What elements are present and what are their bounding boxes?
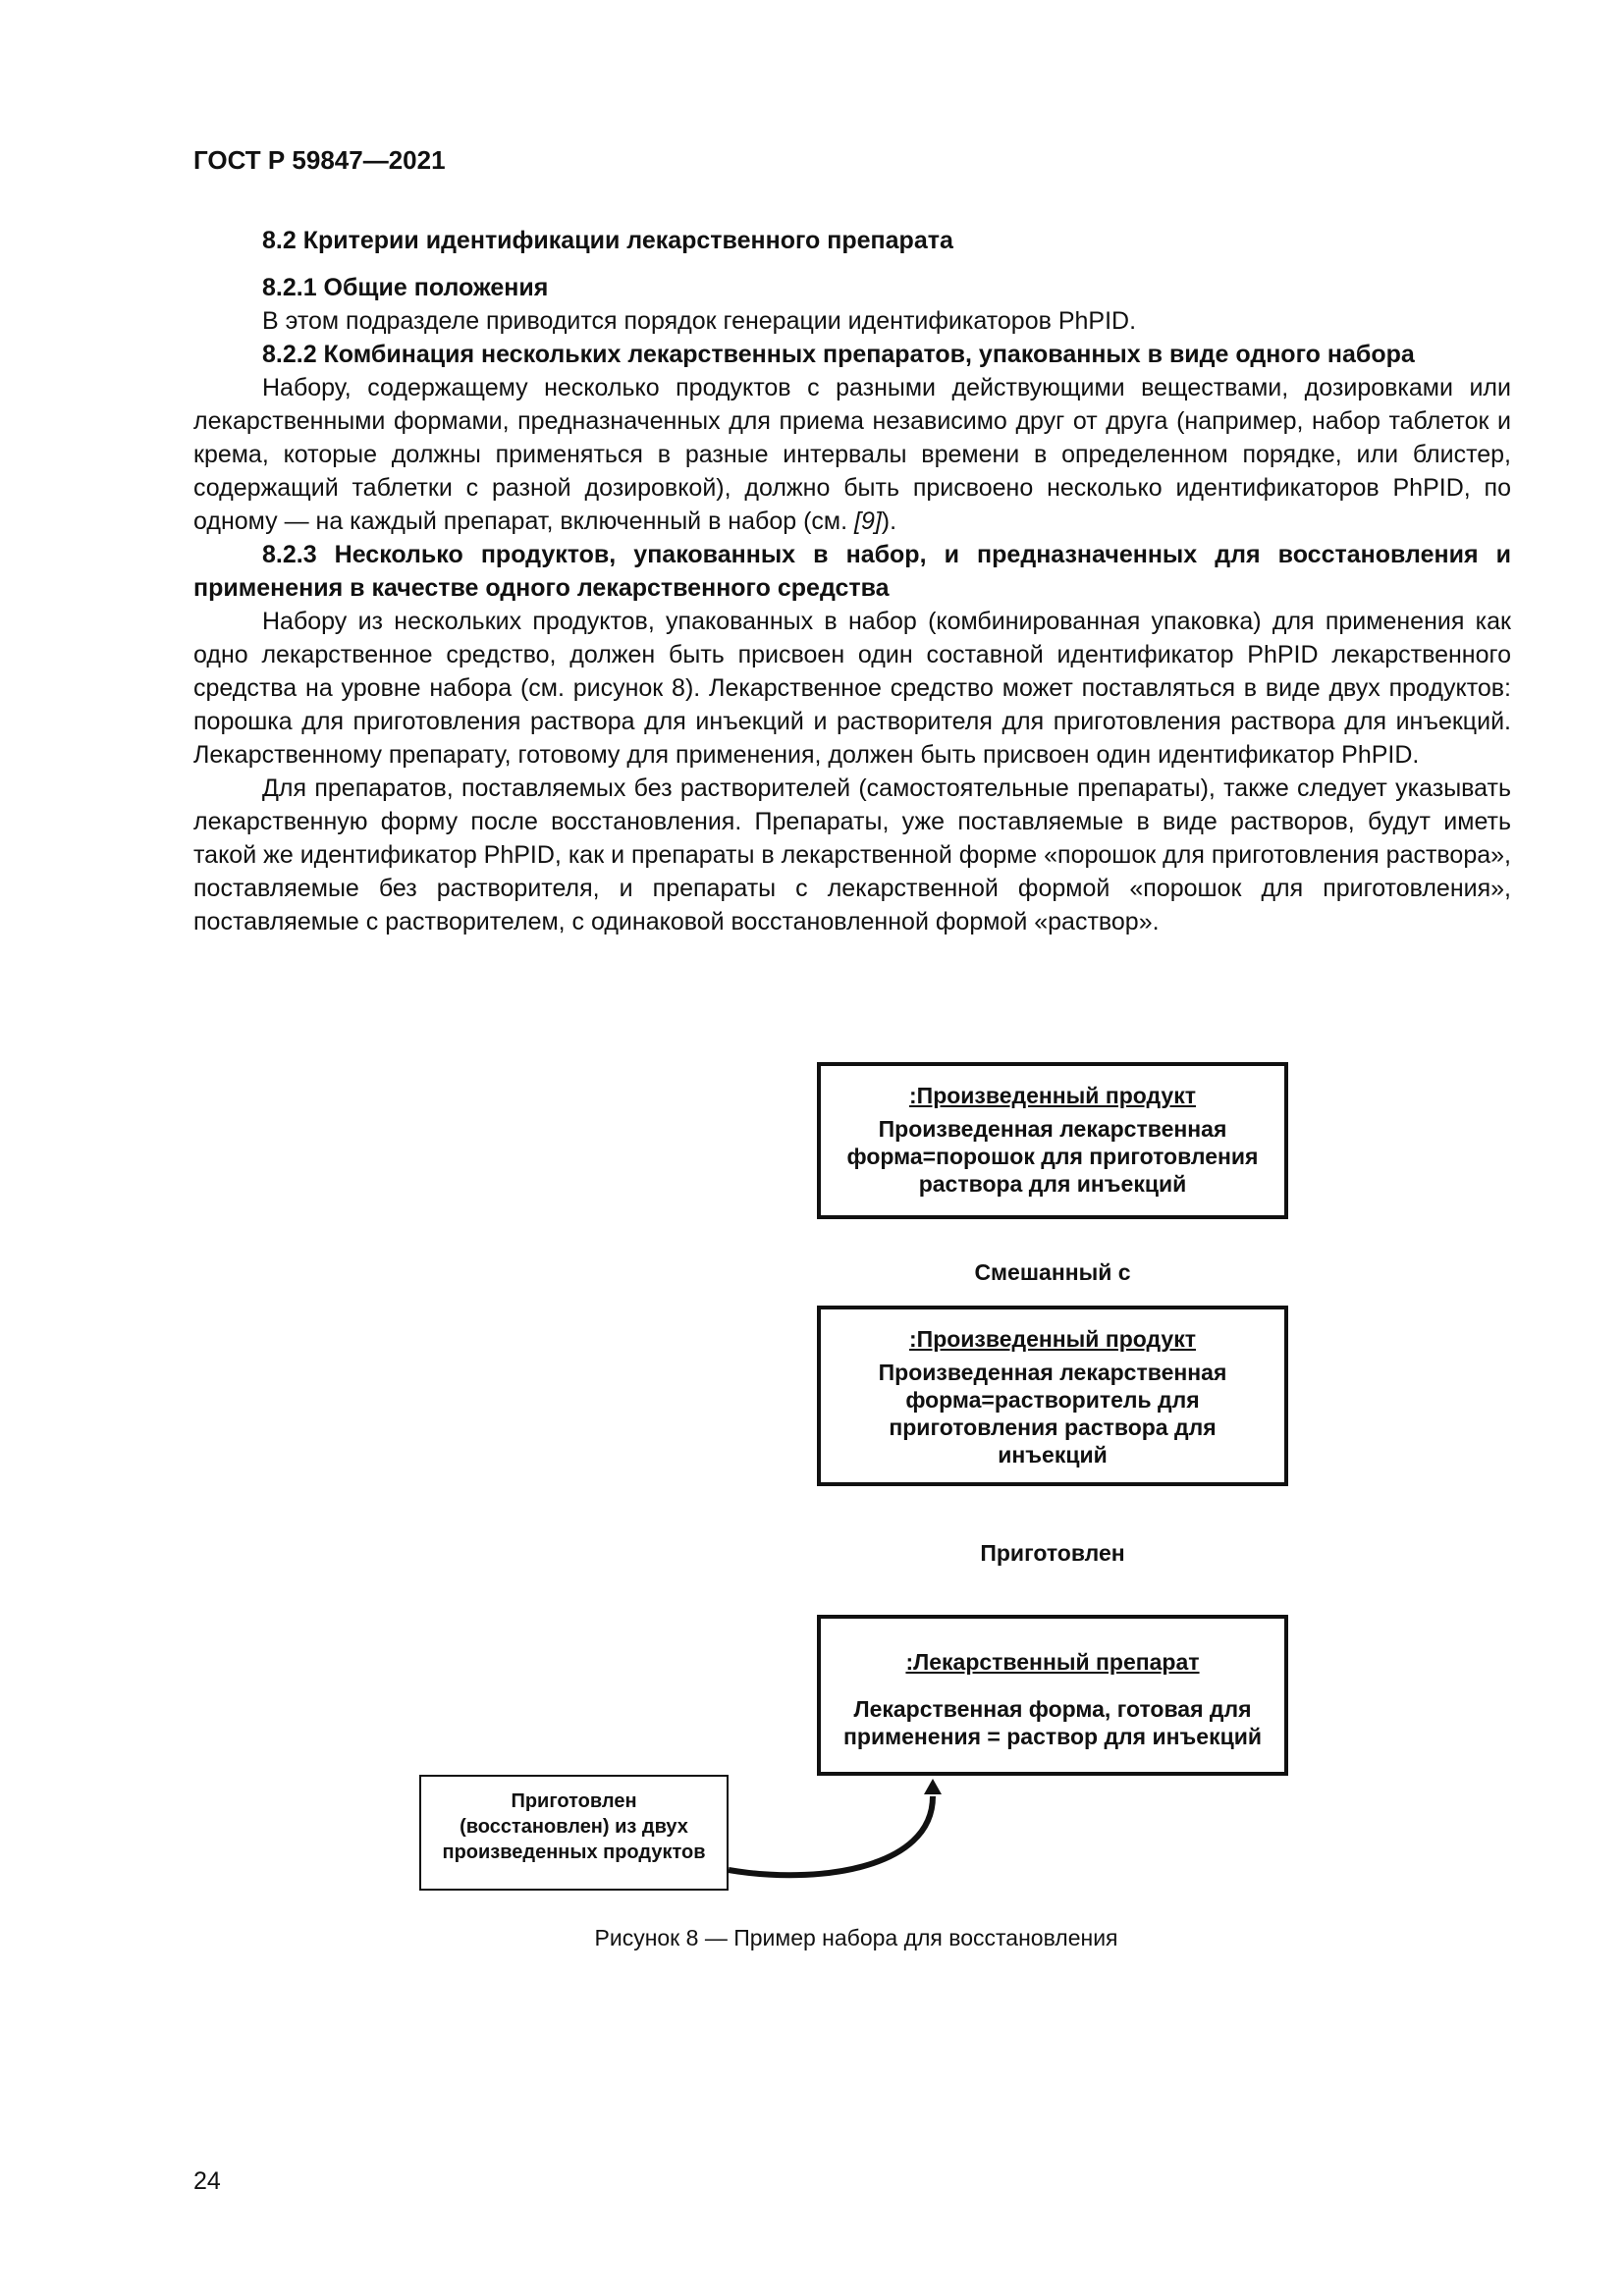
note-box-text: Приготовлен (восстановлен) из двух произведенных продуктов [442,1790,706,1863]
box1-body: Произведенная лекарственная форма=порошок для приготовления раствора для инъекций [846,1116,1259,1197]
paragraph-8-2-3-b: Для препаратов, поставляемых без растворителей (самостоятельные препараты), также следует указывать лекарственную форму после восстановления. Препараты, уже поставляемые в виде растворов, будут иметь такой же идентификатор PhPID, как и препараты в лекарственной форме «порошок для приготовления раствора», поставляемые без растворителя, и препараты с лекарственной формой «порошок для приготовления», поставляемые с растворителем, с одинаковой восстановленной формой «раствор». [193,774,1511,935]
arrow-head-icon [924,1779,942,1794]
prepared-label: Приготовлен [980,1540,1125,1566]
produced-product-solvent-box [817,1306,1288,1486]
reference-9: [9] [854,507,882,535]
paragraph-8-2-2-end: ). [881,507,897,535]
page-number: 24 [193,2167,221,2195]
heading-8-2-3: 8.2.3 Несколько продуктов, упакованных в набор, и предназначенных для восстановления и применения в качестве одного лекарственного средства [193,541,1511,602]
mixed-with-label: Смешанный с [974,1259,1131,1285]
figure-caption: Рисунок 8 — Пример набора для восстановления [594,1925,1118,1950]
paragraph-8-2-2-text: Набору, содержащему несколько продуктов с разными действующими веществами, дозировками или лекарственными формами, предназначенных для приема независимо друг от друга (например, набор таблеток и крема, которые должны применяться в разные интервалы времени в определенном порядке, или блистер, содержащий таблетки с разной дозировкой), должно быть присвоено несколько идентификаторов PhPID, по одному — на каждый препарат, включенный в набор (см. [193,374,1511,535]
medicinal-product-box [817,1615,1288,1776]
paragraph-8-2-2 [193,371,1511,538]
heading-8-2-2: 8.2.2 Комбинация нескольких лекарственных препаратов, упакованных в виде одного набора [262,341,1415,368]
document-code: ГОСТ Р 59847—2021 [193,145,446,175]
box3-body: Лекарственная форма, готовая для применения = раствор для инъекций [843,1696,1262,1749]
connector-curve [729,1796,933,1875]
heading-8-2: 8.2 Критерии идентификации лекарственного препарата [262,227,953,254]
paragraph-8-2-1: В этом подразделе приводится порядок генерации идентификаторов PhPID. [262,307,1137,335]
box1-title: :Произведенный продукт [909,1083,1196,1108]
section-8-2-heading-block [193,224,1511,938]
paragraph-8-2-3-a: Набору из нескольких продуктов, упакованных в набор (комбинированная упаковка) для применения как одно лекарственное средство, должен быть присвоен один составной идентификатор PhPID лекарственного средства на уровне набора (см. рисунок 8). Лекарственное средство может поставляться в виде двух продуктов: порошка для приготовления раствора для инъекций и растворителя для приготовления раствора для инъекций. Лекарственному препарату, готовому для применения, должен быть присвоен один идентификатор PhPID. [193,608,1511,769]
prepared-from-two-products-note [419,1775,729,1891]
produced-product-powder-box [817,1062,1288,1219]
heading-8-2-1: 8.2.1 Общие положения [262,274,549,301]
box2-title: :Произведенный продукт [909,1326,1196,1352]
box2-body: Произведенная лекарственная форма=растворитель для приготовления раствора для инъекций [878,1360,1227,1468]
box3-title: :Лекарственный препарат [905,1649,1200,1675]
